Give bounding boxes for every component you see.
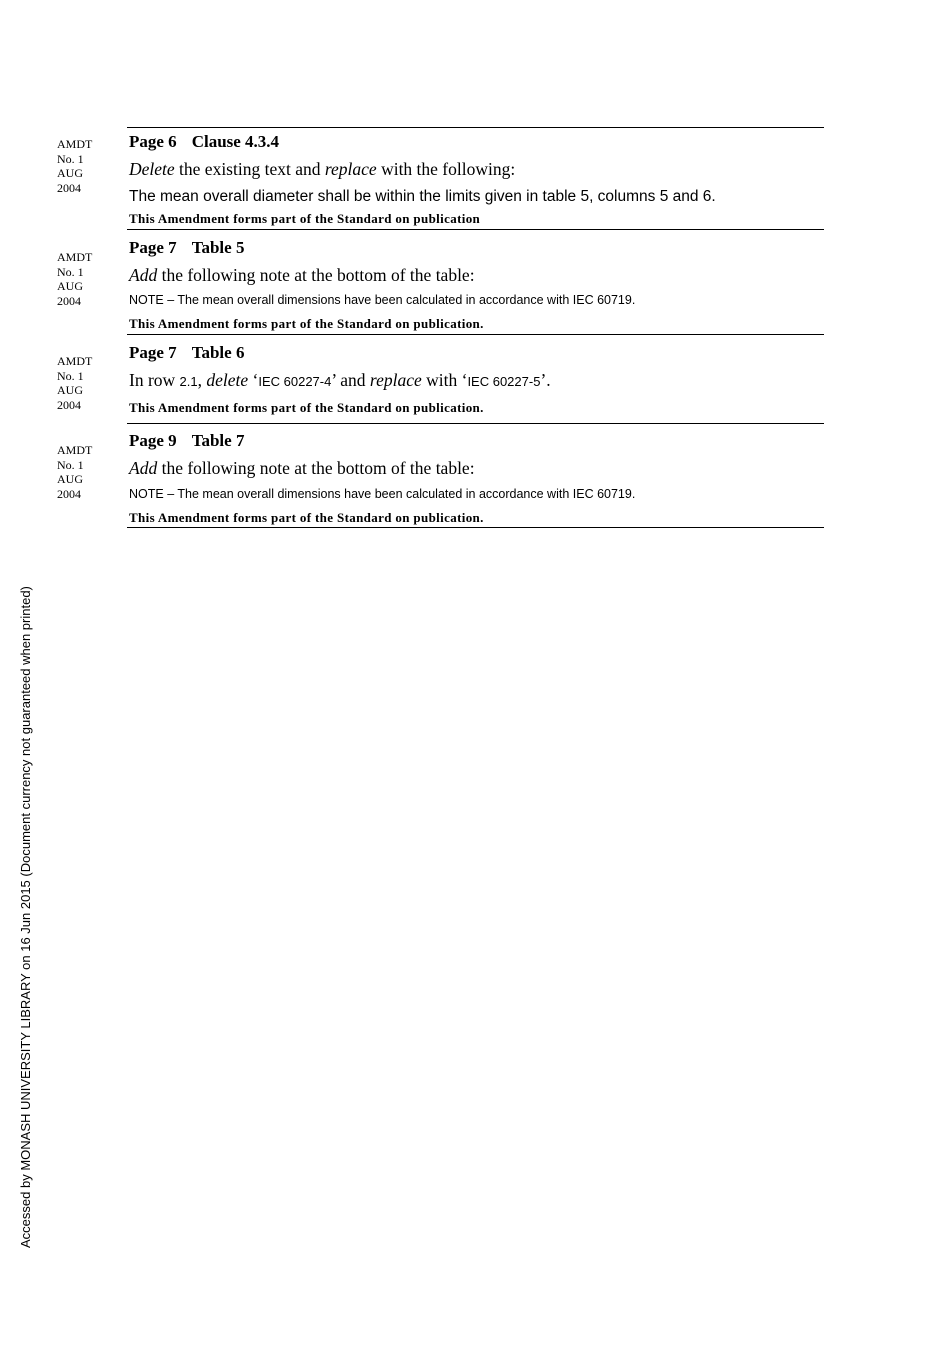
amendment-margin-note xyxy=(57,354,117,412)
publication-statement: This Amendment forms part of the Standard on publication. xyxy=(129,400,484,415)
amendment-margin-note xyxy=(57,137,117,195)
margin-line: AMDT xyxy=(57,443,93,457)
margin-line: No. 1 xyxy=(57,264,84,279)
divider-bottom xyxy=(127,527,824,528)
margin-line: AUG xyxy=(57,383,83,397)
margin-line: 2004 xyxy=(57,397,81,412)
divider-1 xyxy=(127,229,824,230)
instruction-verb: replace xyxy=(369,370,422,390)
table-note: NOTE – The mean overall dimensions have been calculated in accordance with IEC 60719. xyxy=(129,487,636,501)
margin-line: AMDT xyxy=(57,250,93,264)
page-ref: Page 9 xyxy=(129,431,177,450)
instruction-text: ’ and xyxy=(331,370,370,390)
instruction-text: with the following: xyxy=(376,159,516,179)
publication-statement: This Amendment forms part of the Standard on publication xyxy=(129,211,481,226)
margin-line: AMDT xyxy=(57,137,93,151)
amendment-heading xyxy=(129,132,279,152)
divider-2 xyxy=(127,334,824,335)
instruction-text: with ‘ xyxy=(421,370,468,390)
instruction-text: the existing text and xyxy=(174,159,325,179)
divider-top xyxy=(127,127,824,128)
amendment-instruction xyxy=(129,264,475,286)
margin-line: AUG xyxy=(57,166,83,180)
access-notice: Accessed by MONASH UNIVERSITY LIBRARY on 16 Jun 2015 (Document currency not guaranteed when printed) xyxy=(18,586,33,1248)
instruction-text: the following note at the bottom of the table: xyxy=(157,265,475,285)
page-ref: Page 7 xyxy=(129,238,177,257)
margin-line: AUG xyxy=(57,279,83,293)
margin-line: AMDT xyxy=(57,354,93,368)
instruction-text: ’. xyxy=(540,370,551,390)
divider-3 xyxy=(127,423,824,424)
old-standard-ref: IEC 60227-4 xyxy=(258,374,332,389)
margin-line: No. 1 xyxy=(57,151,84,166)
amendment-heading xyxy=(129,343,244,363)
publication-statement: This Amendment forms part of the Standard on publication. xyxy=(129,510,484,525)
table-note: NOTE – The mean overall dimensions have been calculated in accordance with IEC 60719. xyxy=(129,293,636,307)
instruction-text: In row xyxy=(129,370,180,390)
margin-line: No. 1 xyxy=(57,457,84,472)
row-ref: 2.1 xyxy=(179,374,198,389)
instruction-verb: delete xyxy=(206,370,249,390)
page-ref: Page 7 xyxy=(129,343,177,362)
instruction-text: ‘ xyxy=(248,370,259,390)
table-ref: Table 7 xyxy=(191,431,245,450)
table-ref: Table 6 xyxy=(191,343,245,362)
publication-statement: This Amendment forms part of the Standard on publication. xyxy=(129,316,484,331)
table-ref: Table 5 xyxy=(191,238,245,257)
amendment-instruction xyxy=(129,369,551,393)
margin-line: 2004 xyxy=(57,180,81,195)
margin-line: No. 1 xyxy=(57,368,84,383)
page-ref: Page 6 xyxy=(129,132,177,151)
instruction-verb: Add xyxy=(129,458,158,478)
replacement-text: The mean overall diameter shall be within the limits given in table 5, columns 5 and 6. xyxy=(129,188,716,205)
instruction-verb: Delete xyxy=(129,159,175,179)
amendment-margin-note xyxy=(57,443,117,501)
margin-line: 2004 xyxy=(57,293,81,308)
amendment-heading xyxy=(129,431,244,451)
new-standard-ref: IEC 60227-5 xyxy=(467,374,541,389)
instruction-text: , xyxy=(197,370,207,390)
amendment-margin-note xyxy=(57,250,117,308)
instruction-verb: Add xyxy=(129,265,158,285)
amendment-instruction xyxy=(129,158,515,180)
instruction-verb: replace xyxy=(324,159,377,179)
margin-line: AUG xyxy=(57,472,83,486)
amendment-heading xyxy=(129,238,244,258)
clause-ref: Clause 4.3.4 xyxy=(191,132,280,151)
amendment-instruction xyxy=(129,457,475,479)
margin-line: 2004 xyxy=(57,486,81,501)
instruction-text: the following note at the bottom of the table: xyxy=(157,458,475,478)
